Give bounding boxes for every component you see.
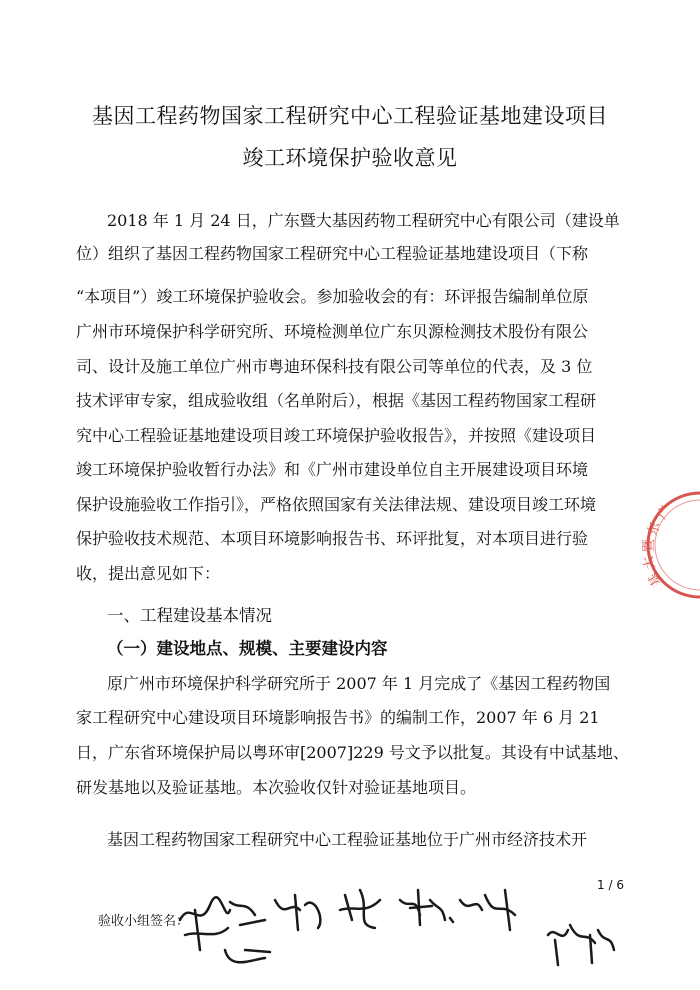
- intro-line-1: 2018 年 1 月 24 日，广东暨大基因药物工程研究中心有限公司（建设单: [107, 211, 620, 230]
- intro-line-4: 广州市环境保护科学研究所、环境检测单位广东贝源检测技术股份有限公: [76, 322, 589, 341]
- section-heading-1: 一、工程建设基本情况: [107, 606, 272, 625]
- intro-line-3: “本项目”）竣工环境保护验收会。参加验收会的有：环评报告编制单位原: [76, 287, 589, 306]
- intro-line-11: 收，提出意见如下：: [76, 564, 221, 583]
- company-seal: [620, 490, 700, 600]
- signature-label: 验收小组签名：: [98, 914, 190, 929]
- svg-text:东: 东: [645, 520, 664, 538]
- page-number: 1 / 6: [597, 878, 624, 892]
- svg-text:基: 基: [645, 569, 666, 589]
- intro-line-7: 究中心工程验证基地建设项目竣工环境保护验收报告》，并按照《建设项目: [76, 426, 597, 445]
- intro-line-5: 司、设计及施工单位广州市粤迪环保科技有限公司等单位的代表，及 3 位: [76, 357, 593, 376]
- svg-text:大: 大: [641, 554, 659, 571]
- para3-line-1: 基因工程药物国家工程研究中心工程验证基地位于广州市经济技术开: [107, 830, 588, 849]
- signature-right: [540, 915, 620, 975]
- document-title-line1: 基因工程药物国家工程研究中心工程验证基地建设项目: [92, 104, 608, 128]
- para2-line-3: 日，广东省环境保护局以粤环审[2007]229 号文予以批复。其设有中试基地、: [76, 743, 629, 762]
- signature-scribbles: [170, 880, 550, 980]
- intro-line-2: 位）组织了基因工程药物国家工程研究中心工程验证基地建设项目（下称: [76, 244, 589, 263]
- intro-line-10: 保护验收技术规范、本项目环境影响报告书、环评批复，对本项目进行验: [76, 529, 589, 548]
- intro-line-6: 技术评审专家，组成验收组（名单附后），根据《基因工程药物国家工程研: [76, 391, 597, 410]
- para2-line-1: 原广州市环境保护科学研究所于 2007 年 1 月完成了《基因工程药物国: [107, 674, 611, 693]
- para2-line-2: 家工程研究中心建设项目环境影响报告书》的编制工作，2007 年 6 月 21: [76, 708, 600, 727]
- svg-text:暨: 暨: [642, 538, 657, 552]
- document-title-line2: 竣工环境保护验收意见: [242, 146, 458, 170]
- svg-text:广: 广: [654, 503, 674, 522]
- intro-line-9: 保护设施验收工作指引》，严格依照国家有关法律法规、建设项目竣工环境: [76, 495, 597, 514]
- intro-line-8: 竣工环境保护验收暂行办法》和《广州市建设单位自主开展建设项目环境: [76, 460, 589, 479]
- para2-line-4: 研发基地以及验证基地。本次验收仅针对验证基地项目。: [76, 778, 477, 797]
- subsection-heading-1: （一）建设地点、规模、主要建设内容: [107, 639, 388, 658]
